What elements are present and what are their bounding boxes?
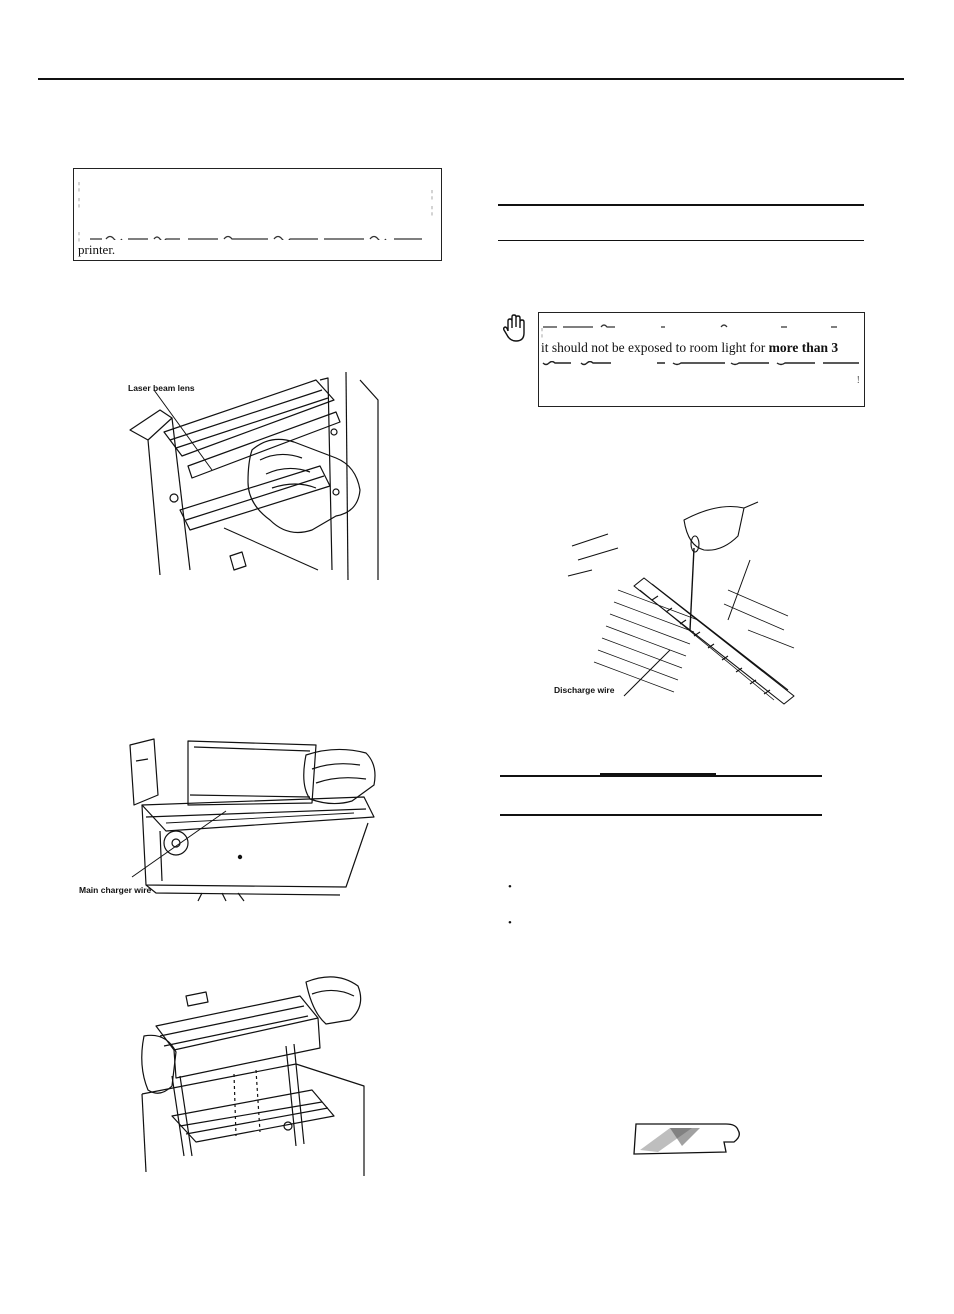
left-note-text: printer.	[78, 242, 116, 257]
section-rule-2-bottom	[500, 814, 822, 816]
figure-main-charger	[76, 735, 380, 903]
left-note-mark: ¦	[78, 197, 81, 208]
main-charger-label: Main charger wire	[79, 885, 152, 895]
section-rule-top	[498, 204, 864, 206]
section-rule-2-top	[500, 775, 822, 777]
header-rule	[38, 78, 904, 80]
stop-hand-icon	[503, 313, 527, 343]
right-note-mark: ¦	[541, 327, 544, 338]
right-note-text: it should not be exposed to room light for	[541, 340, 769, 355]
section-rule-2-accent	[600, 773, 716, 775]
cleaning-pad-illustration	[630, 1120, 746, 1158]
left-note-mark: ¦	[78, 181, 81, 192]
figure-unit-install	[136, 966, 368, 1180]
laser-lens-label: Laser beam lens	[128, 383, 195, 393]
bullet-2: •	[508, 917, 512, 929]
figure-discharge	[548, 500, 804, 728]
left-note-mark: ¦	[78, 231, 81, 242]
left-note-clipped-line	[88, 233, 428, 240]
right-note-clipped-line	[541, 323, 861, 329]
right-note-box	[538, 312, 865, 407]
right-note-clipped-line-2	[541, 361, 863, 367]
left-note-mark: ¦	[430, 205, 433, 216]
left-note-box	[73, 168, 442, 261]
left-note-mark: ¦	[430, 189, 433, 200]
right-note-bold: more than 3	[768, 340, 839, 355]
discharge-label: Discharge wire	[554, 685, 615, 695]
right-note-mark: !	[856, 375, 860, 386]
bullet-1: •	[508, 881, 512, 893]
right-note-line	[541, 340, 838, 356]
section-rule-bottom	[498, 240, 864, 241]
figure-laser-lens	[120, 370, 380, 582]
